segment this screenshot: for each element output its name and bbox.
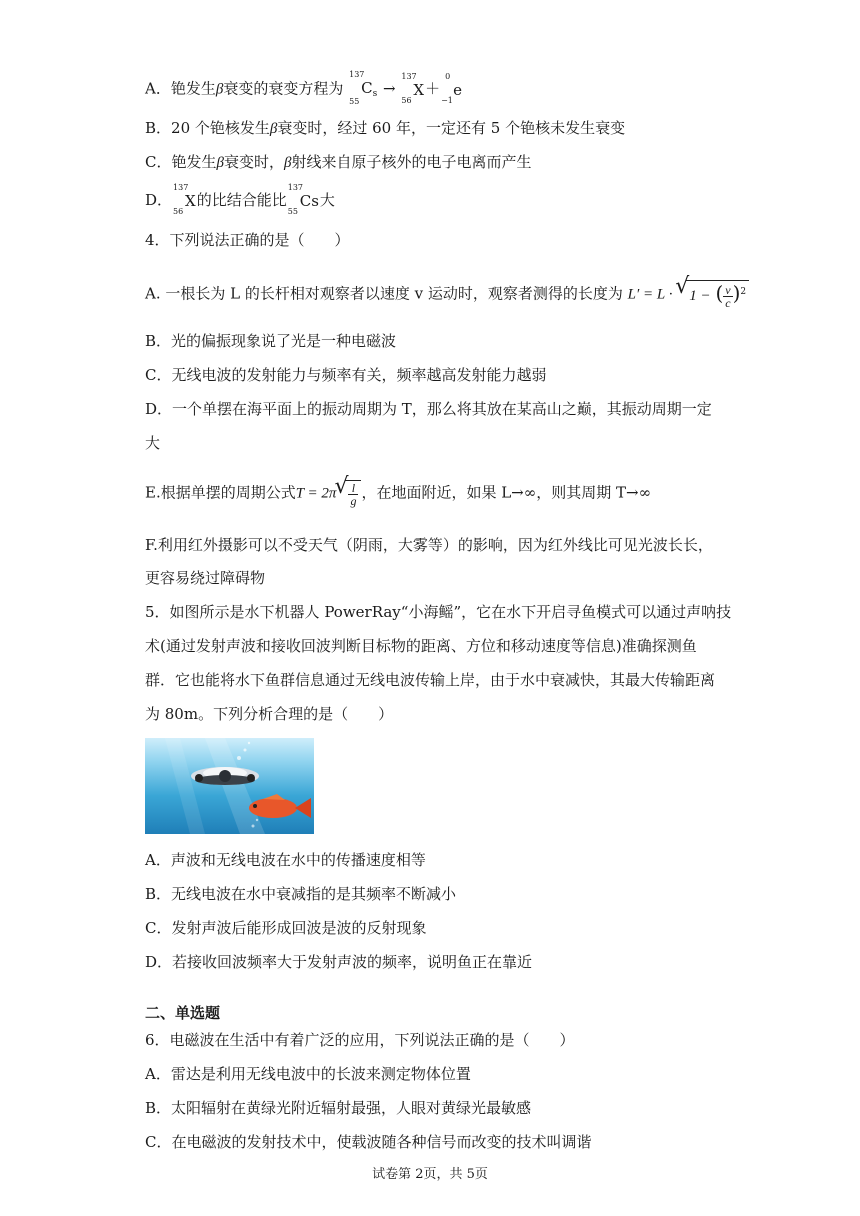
- section-title: 二、单选题: [145, 1004, 221, 1022]
- photo-illustration: [145, 738, 314, 834]
- formula: L′ = L ·: [627, 286, 673, 303]
- beta-symbol: β: [215, 81, 224, 98]
- q4-option-f-line1: F.利用红外摄影可以不受天气（阴雨，大雾等）的影响，因为红外线比可见光波长长，: [145, 536, 713, 554]
- beta-symbol: β: [216, 155, 224, 171]
- q4-option-d-line1: D．一个单摆在海平面上的振动周期为 T，那么将其放在某高山之巅，其振动周期一定: [145, 400, 712, 418]
- q4-option-f-line2: 更容易绕过障碍物: [145, 569, 266, 587]
- option-text: 衰变的衰变方程为: [223, 79, 344, 98]
- q5-option-d: D．若接收回波频率大于发射声波的频率，说明鱼正在靠近: [145, 953, 533, 971]
- option-text: A．铯发生: [145, 79, 216, 98]
- q5-stem-line1: 5．如图所示是水下机器人 PowerRay“小海鳐”，它在水下开启寻鱼模式可以通过声呐技: [145, 603, 732, 621]
- q5-option-b: B．无线电波在水中衰减指的是其频率不断减小: [145, 885, 457, 903]
- q6-option-c: C．在电磁波的发射技术中，使载波随各种信号而改变的技术叫调谐: [145, 1133, 592, 1151]
- q6-option-b: B．太阳辐射在黄绿光附近辐射最强，人眼对黄绿光最敏感: [145, 1099, 532, 1117]
- q5-stem-line4: 为 80m。下列分析合理的是（ ）: [145, 705, 394, 723]
- q5-option-a: A．声波和无线电波在水中的传播速度相等: [145, 851, 426, 869]
- q3-option-b: B．20 个铯核发生β衰变时，经过 60 年，一定还有 5 个铯核未发生衰变: [145, 119, 626, 137]
- x-nuclide: 137 56 X: [173, 183, 196, 216]
- plus: ＋: [425, 79, 441, 98]
- formula: T = 2π: [295, 485, 337, 502]
- q4-option-b: B．光的偏振现象说了光是一种电磁波: [145, 332, 397, 350]
- q4-option-d-line2: 大: [145, 434, 161, 452]
- q3-option-d: D． 137 56 X的比结合能比 137 55 Cs大: [145, 183, 335, 216]
- fish: [249, 798, 297, 818]
- sqrt-formula: √ 1 − ( $\frac{v}{c}$ )$^2$: [686, 280, 749, 309]
- q3-option-c: C．铯发生β衰变时，β射线来自原子核外的电子电离而产生: [145, 153, 532, 171]
- x-nuclide: 137 56 X: [401, 71, 425, 105]
- q6-option-a: A．雷达是利用无线电波中的长波来测定物体位置: [145, 1065, 471, 1083]
- electron: 0 −1 e: [441, 71, 462, 105]
- q4-stem: 4．下列说法正确的是（ ）: [145, 231, 350, 249]
- q5-stem-line2: 术(通过发射声波和接收回波判断目标物的距离、方位和移动速度等信息)准确探测鱼: [145, 637, 697, 655]
- page-footer: 试卷第 2页，共 5页: [372, 1167, 488, 1182]
- q5-option-c: C．发射声波后能形成回波是波的反射现象: [145, 919, 427, 937]
- q5-stem-line3: 群．它也能将水下鱼群信息通过无线电波传输上岸，由于水中衰减快，其最大传输距离: [145, 671, 716, 689]
- q4-option-a: A. 一根长为 L 的长杆相对观察者以速度 v 运动时，观察者测得的长度为 L′ = L · √ 1 − ( $\frac{v}{c}$ )$^2$: [145, 280, 749, 309]
- q4-option-e: E.根据单摆的周期公式T = 2π √ $\frac{l}{g}$ ，在地面附近，如果 L→∞，则其周期 T→∞: [145, 480, 651, 507]
- beta-symbol: β: [283, 155, 292, 171]
- cesium-nuclide: 137 55 Cs: [287, 183, 319, 216]
- arrow: →: [383, 79, 396, 98]
- underwater-robot-fish-photo: [145, 738, 314, 834]
- q6-stem: 6．电磁波在生活中有着广泛的应用，下列说法正确的是（ ）: [145, 1031, 575, 1049]
- q3-option-a: [145, 70, 463, 106]
- cesium-nuclide: 137 55 $C_s$: [349, 70, 378, 106]
- q4-option-c: C．无线电波的发射能力与频率有关，频率越高发射能力越弱: [145, 366, 547, 384]
- beta-symbol: β: [269, 121, 278, 137]
